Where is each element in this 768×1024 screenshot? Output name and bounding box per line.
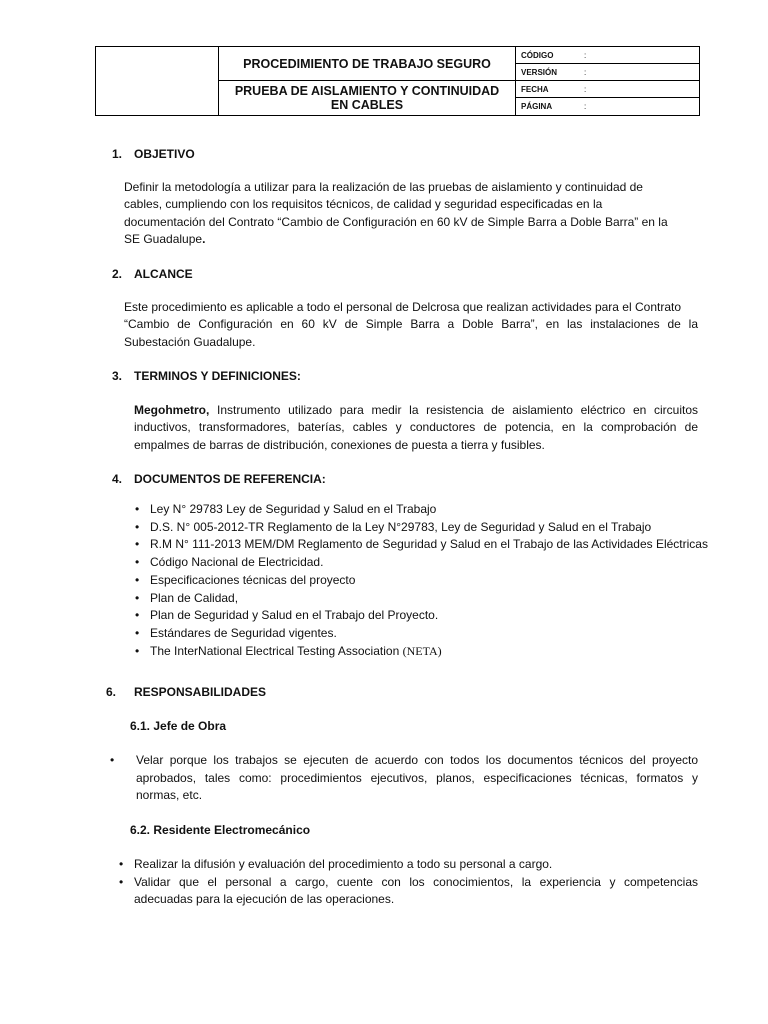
document-header-table: [95, 46, 700, 116]
section-heading-alcance: 2. ALCANCE: [112, 267, 193, 281]
list-item: • R.M N° 111-2013 MEM/DM Reglamento de Seguridad y Salud en el Trabajo de las Actividades Eléctricas: [135, 536, 755, 554]
terminos-paragraph: Megohmetro, Instrumento utilizado para medir la resistencia de aislamiento eléctrico en circuitos inductivos, transformadores, baterías, cables y conductores de potencia, en la comprobación de empalmes de barras de distribución, conexiones de puesta a tierra y fusibles.: [134, 403, 698, 452]
header-title: PROCEDIMIENTO DE TRABAJO SEGURO: [219, 47, 516, 81]
list-item: • Código Nacional de Electricidad.: [135, 554, 755, 572]
jefe-de-obra-list: [110, 752, 698, 805]
list-item: • D.S. N° 005-2012-TR Reglamento de la Ley N°29783, Ley de Seguridad y Salud en el Trabajo: [135, 519, 755, 537]
section-heading-responsabilidades: 6. RESPONSABILIDADES: [106, 685, 267, 699]
list-item: • Plan de Calidad,: [135, 590, 755, 608]
documentos-list: [135, 501, 755, 660]
section-heading-documentos: 4. DOCUMENTOS DE REFERENCIA:: [112, 472, 326, 486]
list-item: • The InterNational Electrical Testing Association (NETA): [135, 643, 755, 661]
list-item: • Realizar la difusión y evaluación del procedimiento a todo su personal a cargo.: [119, 856, 698, 874]
residente-list: [119, 856, 698, 909]
section-heading-objetivo: 1. OBJETIVO: [112, 147, 195, 161]
alcance-paragraph: Este procedimiento es aplicable a todo el personal de Delcrosa que realizan actividades para el Contrato “Cambio de Configuración en 60 kV de Simple Barra a Doble Barra”, en las instalaciones de la Subestación Guadalupe.: [124, 300, 698, 349]
logo-cell: [96, 47, 219, 115]
fecha-field: FECHA :: [516, 81, 699, 98]
objetivo-paragraph: Definir la metodología a utilizar para la realización de las pruebas de aislamiento y continuidad de cables, cumpliendo con los requisitos técnicos, de calidad y seguridad especificadas en la documentación del Contrato “Cambio de Configuración en 60 kV de Simple Barra a Doble Barra” en la SE Guadalupe.: [124, 180, 668, 246]
subsection-jefe-de-obra: 6.1. Jefe de Obra: [130, 719, 227, 733]
codigo-field: CÓDIGO :: [516, 47, 699, 64]
list-item: • Velar porque los trabajos se ejecuten de acuerdo con todos los documentos técnicos del proyecto aprobados, tales como: procedimientos ejecutivos, planos, especificaciones técnicas, formatos y normas, etc.: [110, 752, 698, 805]
list-item: • Ley N° 29783 Ley de Seguridad y Salud en el Trabajo: [135, 501, 755, 519]
version-field: VERSIÓN :: [516, 64, 699, 81]
section-heading-terminos: 3. TERMINOS Y DEFINICIONES:: [112, 369, 301, 383]
header-subtitle: PRUEBA DE AISLAMIENTO Y CONTINUIDAD EN CABLES: [219, 81, 516, 115]
list-item: • Especificaciones técnicas del proyecto: [135, 572, 755, 590]
list-item: • Validar que el personal a cargo, cuente con los conocimientos, la experiencia y competencias adecuadas para la ejecución de las operaciones.: [119, 874, 698, 909]
subsection-residente-electromecanico: 6.2. Residente Electromecánico: [130, 823, 311, 837]
pagina-field: PÁGINA :: [521, 102, 587, 111]
list-item: • Plan de Seguridad y Salud en el Trabajo del Proyecto.: [135, 607, 755, 625]
list-item: • Estándares de Seguridad vigentes.: [135, 625, 755, 643]
